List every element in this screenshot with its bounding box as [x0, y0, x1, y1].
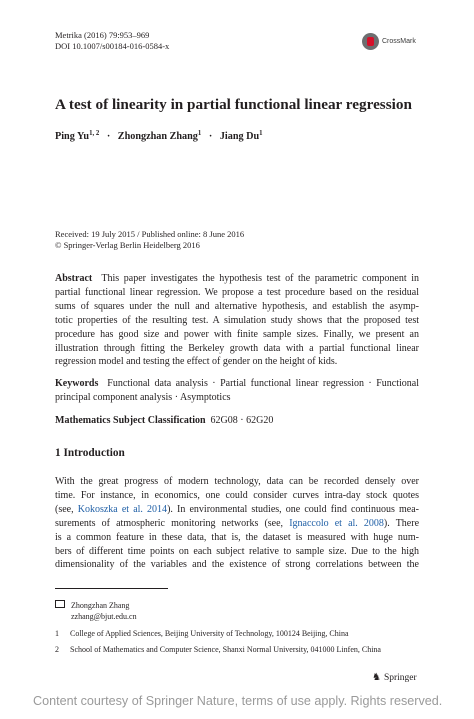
journal-info [55, 30, 169, 52]
author-list [55, 130, 263, 142]
citation-link[interactable]: Kokoszka et al. 2014 [77, 503, 168, 515]
envelope-icon [55, 600, 65, 608]
abstract-line [55, 272, 419, 286]
keywords-line [55, 377, 419, 391]
author-name[interactable]: Jiang Du [219, 131, 260, 142]
abstract-line: illustration through fitting the Berkeley growth data with a partial functional linear [55, 342, 419, 354]
abstract-line: totic properties of the resulting test. A simulation study shows that the proposed test [55, 314, 419, 326]
footnote [55, 645, 381, 654]
intro-line: is a common feature in these data, that is, the dataset is measured with huge num- [55, 531, 419, 543]
intro-line [55, 517, 419, 531]
springer-horse-icon: ♞ [372, 672, 381, 683]
intro-line [55, 503, 419, 517]
journal-citation: Metrika (2016) 79:953–969 [55, 30, 150, 40]
abstract-label: Abstract [55, 273, 93, 284]
crossmark-label: CrossMark [382, 38, 416, 45]
keywords-text: Functional data analysis · Partial functional linear regression · Functional [107, 378, 419, 389]
abstract [55, 272, 419, 369]
abstract-text: This paper investigates the hypothesis test of the parametric component in [101, 273, 419, 284]
footnote-divider [55, 588, 168, 589]
author-affiliation-mark: 1, 2 [89, 130, 100, 137]
intro-text: surements of atmospheric monitoring networks (see, [55, 517, 290, 529]
intro-text: (see, [55, 503, 78, 515]
author-affiliation-mark: 1 [259, 130, 263, 137]
intro-text: ). There [383, 517, 420, 529]
msc-codes: 62G08 · 62G20 [210, 415, 274, 426]
footnote-number: 2 [55, 645, 59, 654]
courtesy-notice: Content courtesy of Springer Nature, terms of use apply. Rights reserved. [33, 694, 443, 708]
intro-line: bers of different time points on each subject relative to sample size. Due to the high [55, 545, 419, 557]
footnote-number: 1 [55, 629, 59, 638]
author-affiliation-mark: 1 [197, 130, 202, 137]
copyright: © Springer-Verlag Berlin Heidelberg 2016 [55, 240, 200, 250]
footnote-text: School of Mathematics and Computer Science, Shanxi Normal University, 041000 Linfen, China [70, 645, 381, 654]
crossmark-badge[interactable] [362, 33, 416, 50]
publisher-logo [372, 672, 417, 683]
abstract-line: sums of squares under the null and alternative hypothesis, and establish the asymp- [55, 300, 419, 312]
keywords [55, 377, 419, 405]
msc-label: Mathematics Subject Classification [55, 415, 206, 426]
keywords-label: Keywords [55, 378, 99, 389]
keywords-line: principal component analysis · Asymptotics [55, 391, 231, 403]
intro-line: With the great progress of modern technology, data can be recorded densely over [55, 476, 419, 487]
intro-text: ). In environmental studies, one could find continuous mea- [167, 503, 419, 515]
author-separator: · [106, 131, 111, 142]
paper-title: A test of linearity in partial functional linear regression [55, 96, 412, 113]
received-date: Received: 19 July 2015 / Published online: 8 June 2016 [55, 229, 245, 239]
author-name[interactable]: Zhongzhan Zhang [117, 131, 198, 142]
contact-name: Zhongzhan Zhang [71, 601, 130, 610]
introduction-text [55, 475, 419, 572]
subject-classification [55, 415, 273, 426]
contact-email[interactable]: zzhang@bjut.edu.cn [71, 611, 137, 621]
corresponding-author [55, 600, 137, 622]
abstract-line: partial functional linear regression. We propose a test procedure based on the residual [55, 286, 419, 298]
section-heading: 1 Introduction [55, 447, 125, 459]
abstract-line: procedure has good size and power with finite sample sizes. Finally, we present an [55, 328, 419, 340]
footnote-text: College of Applied Sciences, Beijing University of Technology, 100124 Beijing, China [70, 629, 349, 638]
citation-link[interactable]: Ignaccolo et al. 2008 [289, 517, 384, 529]
abstract-line: regression model and testing the effect of gender on the height of kids. [55, 356, 338, 368]
footnote [55, 629, 349, 638]
crossmark-icon [362, 33, 379, 50]
publisher-label: Springer [383, 672, 417, 683]
doi: DOI 10.1007/s00184-016-0584-x [55, 41, 170, 51]
author-separator: · [208, 131, 213, 142]
intro-line: dimensionality of the variables and the existence of strong correlations between the [55, 559, 419, 571]
author-name[interactable]: Ping Yu [55, 131, 90, 142]
intro-line: time. For instance, in economics, one could consider curves intra-day stock quotes [55, 489, 419, 501]
publication-dates [55, 229, 244, 251]
